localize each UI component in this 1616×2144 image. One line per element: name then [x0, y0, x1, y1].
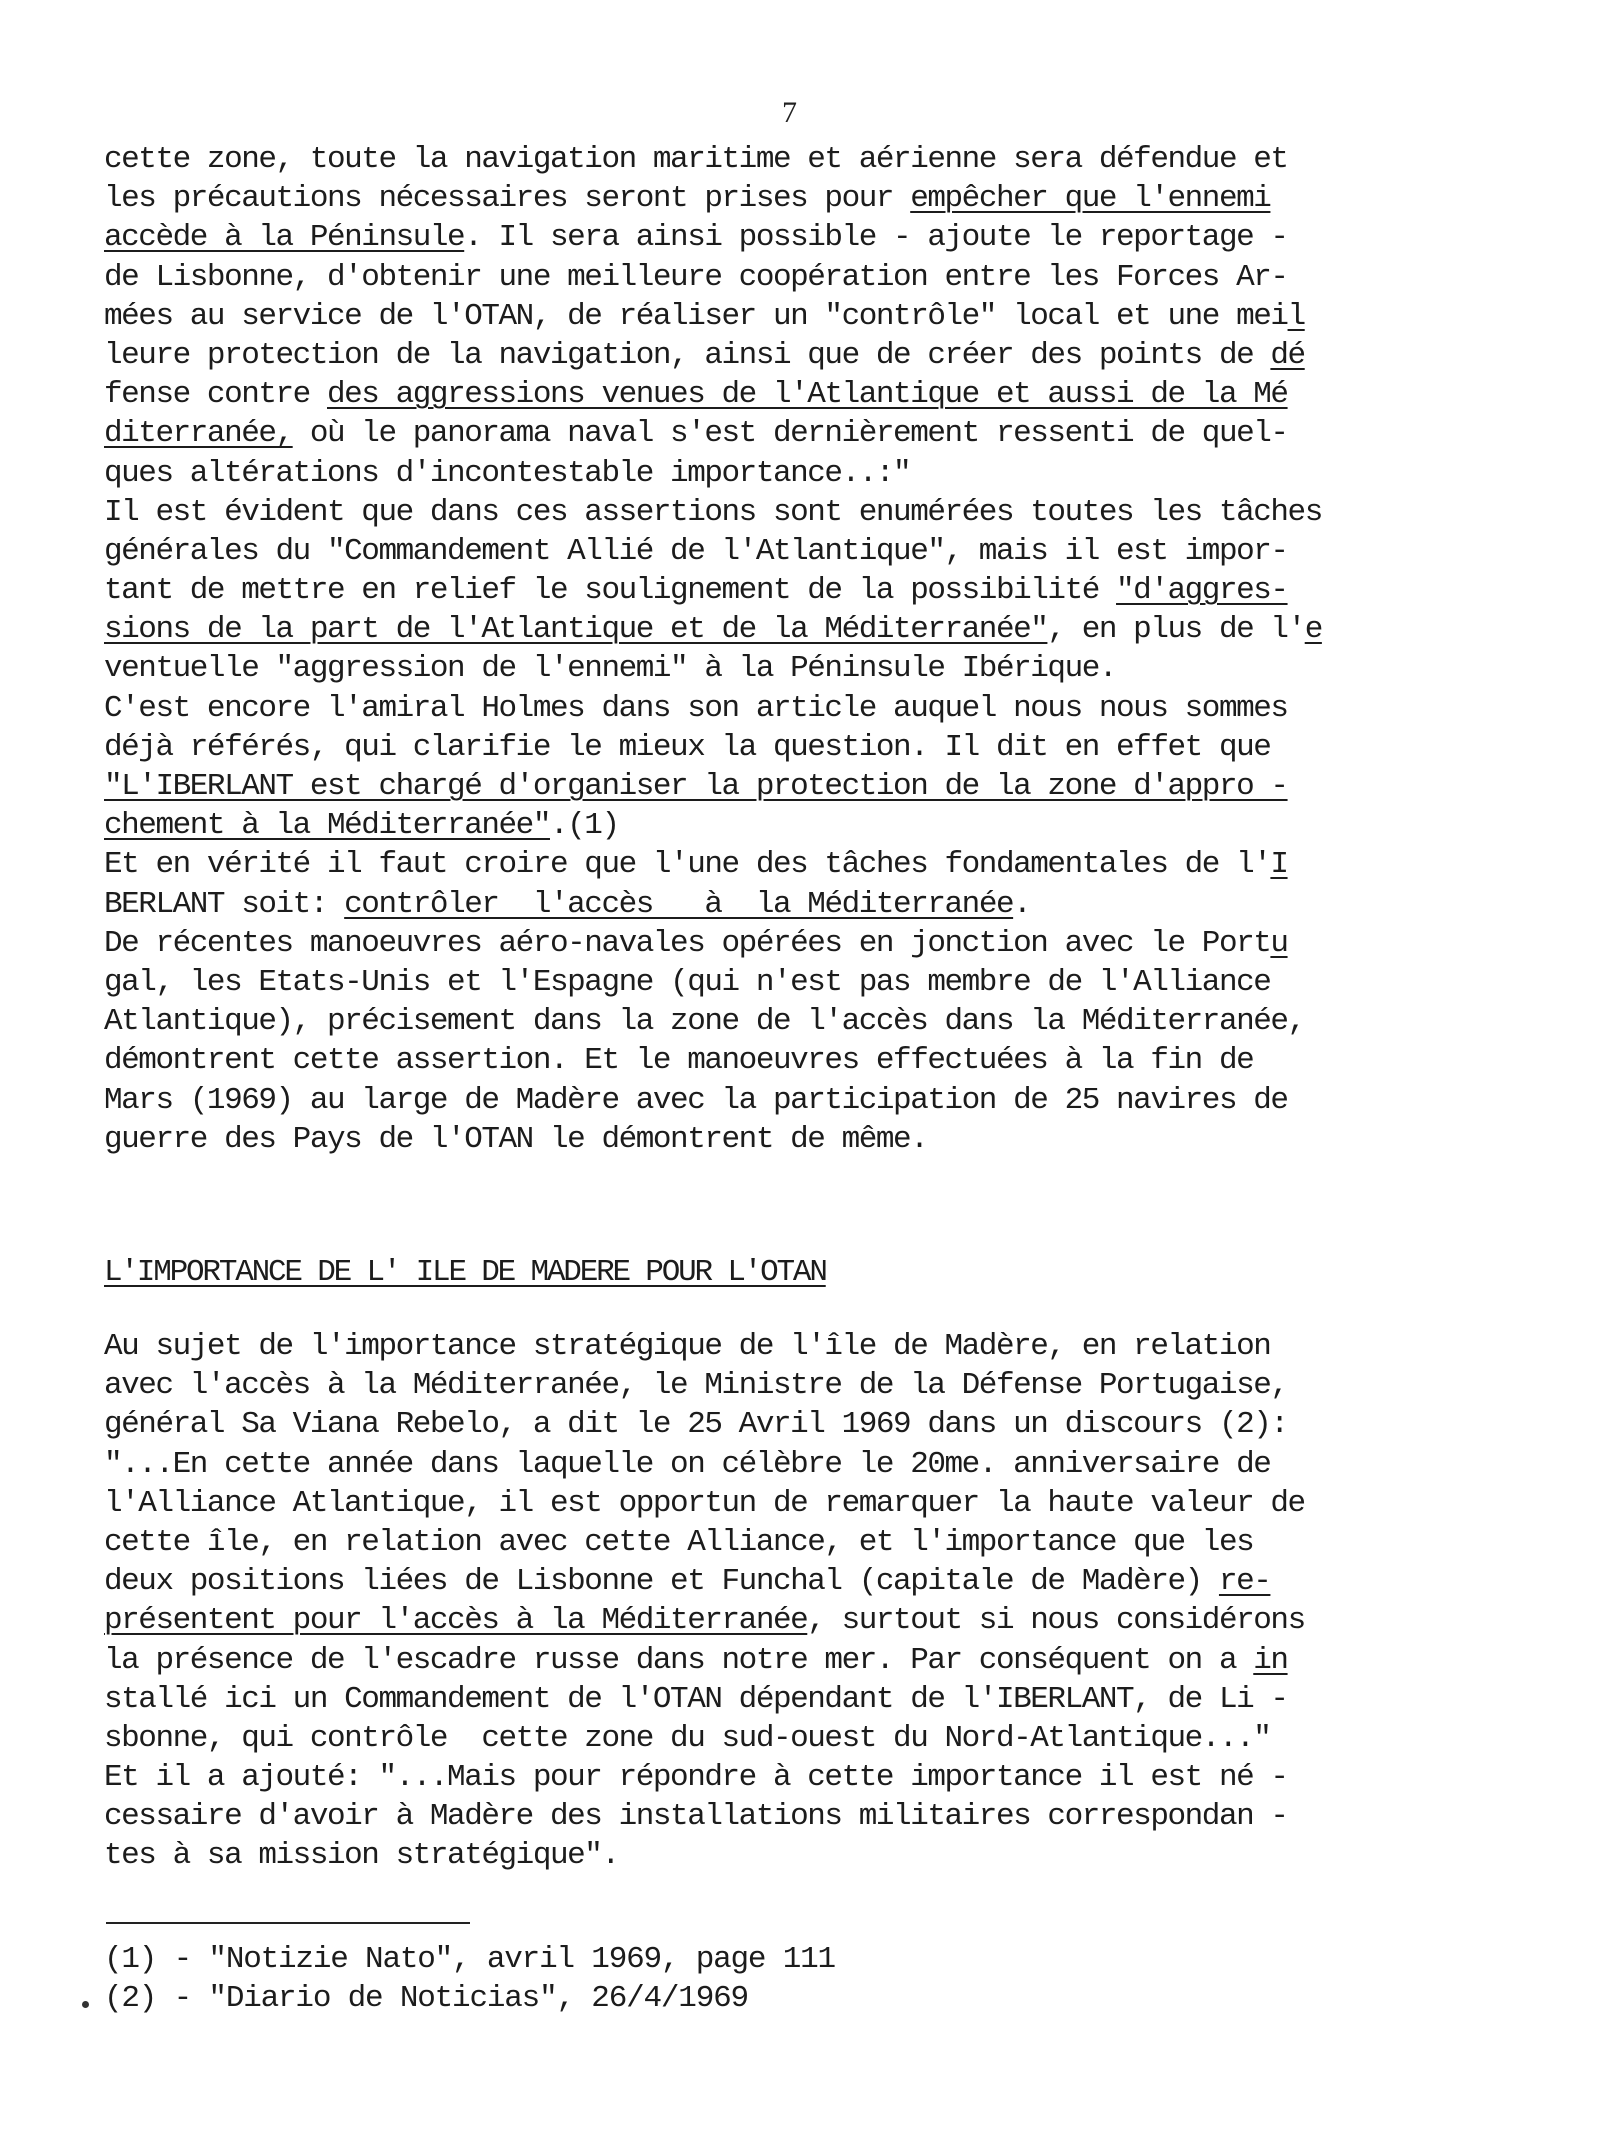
text-segment: générales du "Commandement Allié de l'Atlantique", mais il est impor-	[104, 533, 1288, 569]
underlined-text: e	[1304, 612, 1322, 648]
text-segment: .(1)	[549, 808, 619, 844]
text-line	[104, 728, 1534, 767]
text-segment: cette zone, toute la navigation maritime et aérienne sera défendue et	[104, 142, 1288, 177]
text-line	[104, 1719, 1534, 1758]
text-line	[104, 258, 1534, 297]
underlined-text: sions de la part de l'Atlantique et de la Méditerranée"	[104, 612, 1048, 648]
text-line	[104, 963, 1534, 1002]
text-line	[104, 649, 1534, 688]
text-segment: tant de mettre en relief le soulignement de la possibilité	[104, 573, 1117, 609]
text-segment: sbonne, qui contrôle cette zone du sud-ouest du Nord-Atlantique..."	[104, 1720, 1271, 1756]
underlined-text: diterranée,	[104, 416, 293, 452]
page-number: 7	[782, 96, 797, 129]
text-segment: guerre des Pays de l'OTAN le démontrent de même.	[104, 1121, 928, 1157]
text-segment: leure protection de la navigation, ainsi que de créer des points de	[104, 337, 1271, 373]
underlined-text: présentent pour l'accès à la Méditerranée	[104, 1603, 808, 1639]
text-segment: la présence de l'escadre russe dans notre mer. Par conséquent on a	[104, 1642, 1254, 1678]
text-line	[104, 493, 1534, 532]
text-segment: déjà référés, qui clarifie le mieux la question. Il dit en effet que	[104, 729, 1271, 765]
underlined-text: u	[1270, 925, 1288, 961]
text-line	[104, 414, 1534, 453]
section-heading: L'IMPORTANCE DE L' ILE DE MADERE POUR L'OTAN	[104, 1255, 826, 1290]
text-segment: Il est évident que dans ces assertions sont enumérées toutes les tâches	[104, 494, 1322, 530]
text-line	[104, 885, 1534, 924]
text-segment: BERLANT soit:	[104, 886, 345, 922]
text-segment: gal, les Etats-Unis et l'Espagne (qui n'est pas membre de l'Alliance	[104, 964, 1271, 1000]
text-segment: .	[1013, 886, 1031, 922]
underlined-text: des aggressions venues de l'Atlantique et aussi de la Mé	[327, 377, 1288, 413]
text-line	[104, 1484, 1534, 1523]
text-line	[104, 375, 1534, 414]
text-line	[104, 179, 1534, 218]
text-segment: "...En cette année dans laquelle on célèbre le 20me. anniversaire de	[104, 1446, 1271, 1482]
margin-mark	[82, 2001, 89, 2008]
text-line	[104, 845, 1534, 884]
text-line	[104, 454, 1534, 493]
text-segment: général Sa Viana Rebelo, a dit le 25 Avril 1969 dans un discours (2):	[104, 1407, 1288, 1443]
text-segment: cette île, en relation avec cette Alliance, et l'importance que les	[104, 1524, 1254, 1560]
text-segment: , en plus de l'	[1047, 612, 1305, 648]
text-line	[104, 218, 1534, 257]
text-line	[104, 1562, 1534, 1601]
text-line	[104, 924, 1534, 963]
underlined-text: chement à la Méditerranée"	[104, 808, 550, 844]
text-line	[104, 1797, 1534, 1836]
text-line	[104, 1002, 1534, 1041]
text-line	[104, 689, 1534, 728]
text-segment: deux positions liées de Lisbonne et Funchal (capitale de Madère)	[104, 1564, 1219, 1600]
text-segment: Et il a ajouté: "...Mais pour répondre à cette importance il est né -	[104, 1760, 1288, 1796]
text-line	[104, 610, 1534, 649]
underlined-text: "d'aggres-	[1116, 573, 1288, 609]
text-segment: de Lisbonne, d'obtenir une meilleure coopération entre les Forces Ar-	[104, 259, 1288, 295]
text-line	[104, 1445, 1534, 1484]
text-segment: tes à sa mission stratégique".	[104, 1838, 619, 1874]
footnote-divider	[106, 1922, 470, 1924]
text-segment: l'Alliance Atlantique, il est opportun de remarquer la haute valeur de	[104, 1485, 1305, 1521]
text-line	[104, 1758, 1534, 1797]
text-line	[104, 1601, 1534, 1640]
text-segment: Atlantique), précisement dans la zone de l'accès dans la Méditerranée,	[104, 1004, 1305, 1040]
underlined-text: I	[1270, 847, 1288, 883]
text-line	[104, 297, 1534, 336]
text-line	[104, 1120, 1534, 1159]
underlined-text: l	[1287, 298, 1305, 334]
underlined-text: contrôler l'accès à la Méditerranée	[344, 886, 1014, 922]
text-line	[104, 1641, 1534, 1680]
paragraph-block-2	[104, 1327, 1534, 1876]
text-line	[104, 1041, 1534, 1080]
footnote-2: (2) - "Diario de Noticias", 26/4/1969	[104, 1981, 748, 2016]
paragraph-block-1	[104, 140, 1534, 1159]
text-segment: Mars (1969) au large de Madère avec la participation de 25 navires de	[104, 1082, 1288, 1118]
text-line	[104, 1836, 1534, 1875]
text-segment: démontrent cette assertion. Et le manoeuvres effectuées à la fin de	[104, 1043, 1254, 1079]
text-segment: cessaire d'avoir à Madère des installations militaires correspondan -	[104, 1799, 1288, 1835]
text-segment: les précautions nécessaires seront prises pour	[104, 181, 911, 217]
text-line	[104, 1327, 1534, 1366]
underlined-text: "L'IBERLANT est chargé d'organiser la protection de la zone d'appro -	[104, 769, 1288, 804]
text-line	[104, 1081, 1534, 1120]
text-line	[104, 1366, 1534, 1405]
text-segment: Au sujet de l'importance stratégique de l'île de Madère, en relation	[104, 1329, 1271, 1364]
footnote-1: (1) - "Notizie Nato", avril 1969, page 111	[104, 1942, 835, 1977]
text-line	[104, 336, 1534, 375]
text-segment: De récentes manoeuvres aéro-navales opérées en jonction avec le Port	[104, 925, 1271, 961]
underlined-text: empêcher que l'ennemi	[910, 181, 1271, 217]
text-segment: Et en vérité il faut croire que l'une des tâches fondamentales de l'	[104, 847, 1271, 883]
underlined-text: accède à la Péninsule	[104, 220, 465, 256]
text-line	[104, 1405, 1534, 1444]
text-line	[104, 806, 1534, 845]
underlined-text: re-	[1218, 1564, 1271, 1600]
text-line	[104, 1680, 1534, 1719]
text-line	[104, 140, 1534, 179]
text-line	[104, 571, 1534, 610]
text-segment: stallé ici un Commandement de l'OTAN dépendant de l'IBERLANT, de Li -	[104, 1681, 1288, 1717]
text-segment: fense contre	[104, 377, 327, 413]
text-segment: . Il sera ainsi possible - ajoute le reportage -	[464, 220, 1288, 256]
text-segment: où le panorama naval s'est dernièrement ressenti de quel-	[292, 416, 1288, 452]
underlined-text: dé	[1270, 337, 1305, 373]
text-segment: C'est encore l'amiral Holmes dans son article auquel nous nous sommes	[104, 690, 1288, 726]
underlined-text: in	[1253, 1642, 1288, 1678]
text-line	[104, 532, 1534, 571]
text-line	[104, 1523, 1534, 1562]
text-segment: ques altérations d'incontestable importance..:"	[104, 455, 911, 491]
text-segment: , surtout si nous considérons	[807, 1603, 1305, 1639]
text-line	[104, 767, 1534, 806]
text-segment: avec l'accès à la Méditerranée, le Ministre de la Défense Portugaise,	[104, 1368, 1288, 1404]
text-segment: ventuelle "aggression de l'ennemi" à la Péninsule Ibérique.	[104, 651, 1117, 687]
text-segment: mées au service de l'OTAN, de réaliser un "contrôle" local et une mei	[104, 298, 1288, 334]
